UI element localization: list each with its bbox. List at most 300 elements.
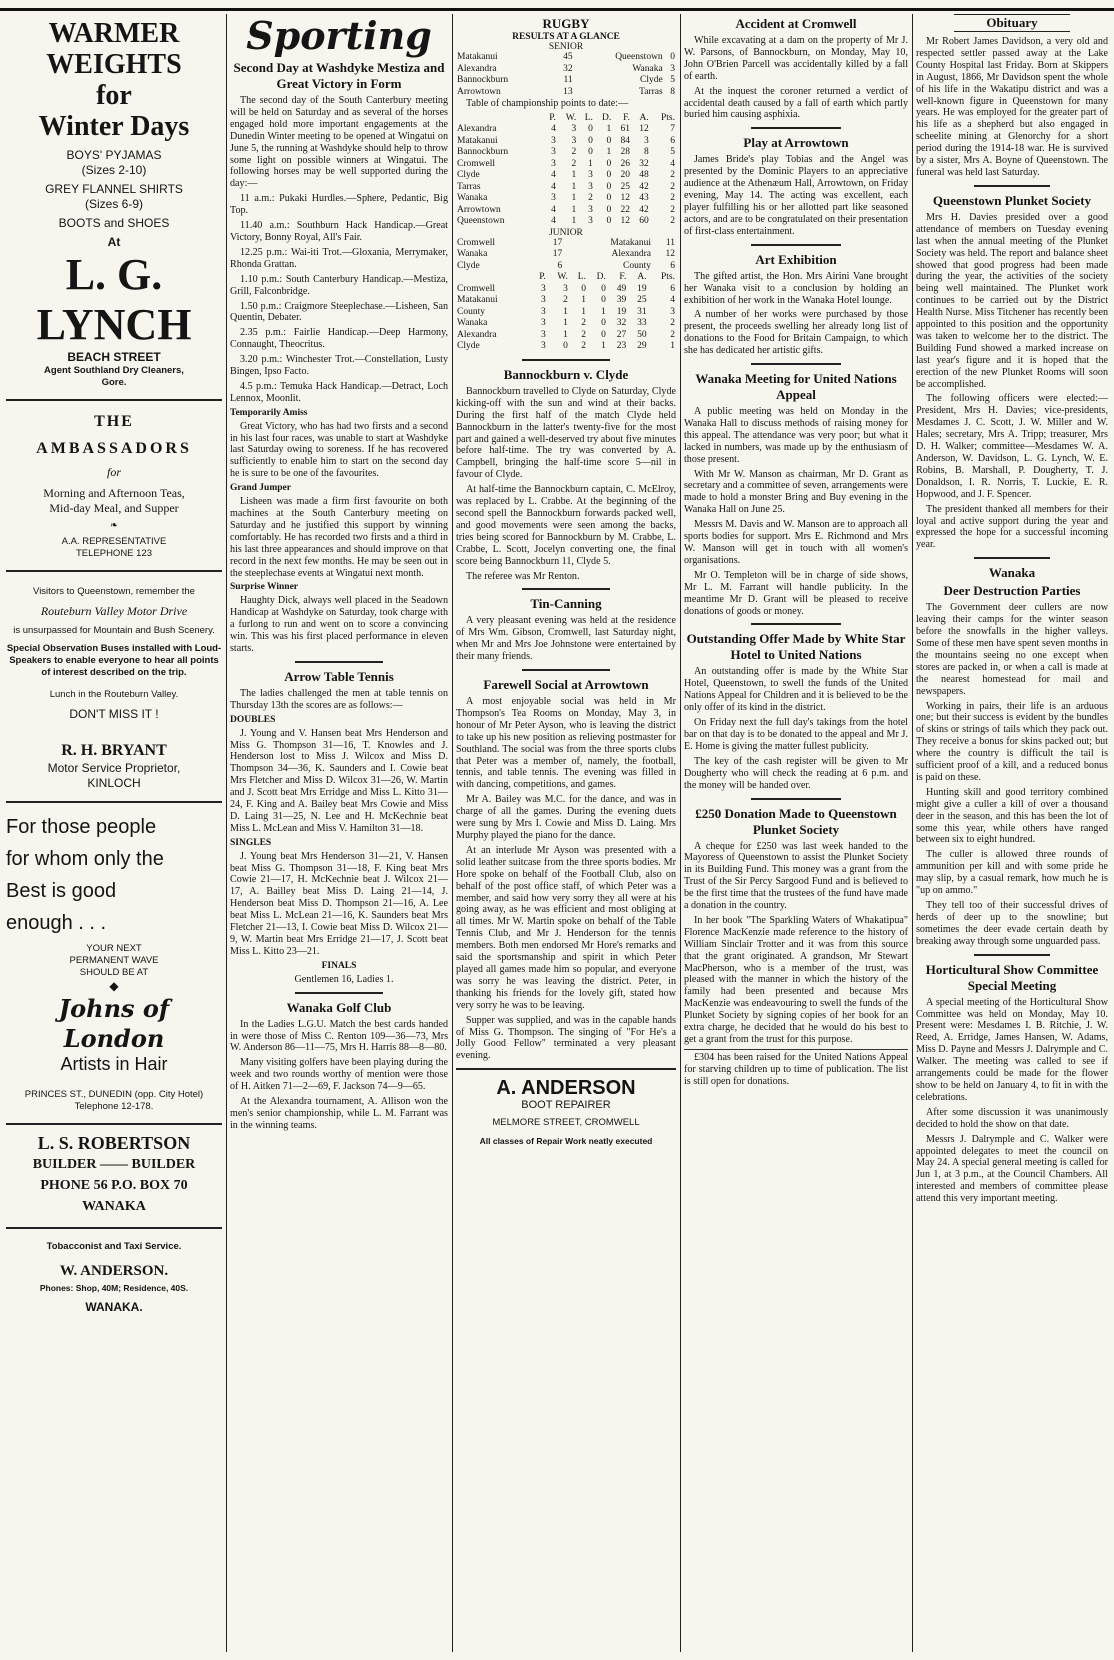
table-row bbox=[456, 261, 676, 273]
table-cell: 3 bbox=[571, 135, 577, 146]
ad-line: enough . . . bbox=[6, 912, 107, 934]
table-cell: Tarras bbox=[457, 181, 481, 192]
table-row bbox=[456, 341, 676, 353]
table-cell: 12 bbox=[639, 124, 649, 135]
ad-line: GREY FLANNEL SHIRTS bbox=[45, 182, 183, 196]
table-cell: 2 bbox=[571, 158, 577, 169]
paragraph: Working in pairs, their life is an arduous one; but their success is evident by the bundles of skins or strings of tails which they pack out. They receive a bonus for skins packed out; but where the country is difficult the tail is sufficient proof of a kill, and a reduced bonus is paid on these. bbox=[916, 700, 1108, 783]
table-row bbox=[456, 147, 676, 159]
headline: Second Day at Washdyke Mestiza and Great Victory in Form bbox=[233, 60, 445, 91]
table-cell: 1 bbox=[606, 124, 612, 135]
table-cell: County bbox=[623, 260, 652, 271]
headline: Tin-Canning bbox=[530, 596, 602, 612]
table-cell: 50 bbox=[637, 329, 647, 340]
table-row bbox=[456, 159, 676, 171]
paragraph: 12.25 p.m.: Wai-iti Trot.—Gloxania, Merrymaker, Rhonda Grattan. bbox=[230, 246, 448, 270]
table-cell: 0 bbox=[563, 341, 568, 352]
paragraph: With Mr W. Manson as chairman, Mr D. Grant as secretary and a committee of seven, arrangements were made to hold a monster Bring and Buy evening in the Wanaka Hall on June 25. bbox=[684, 468, 908, 516]
table-cell: 0 bbox=[588, 124, 593, 135]
ad-line: for bbox=[96, 80, 132, 111]
ad-line: Visitors to Queenstown, remember the bbox=[33, 586, 195, 597]
paragraph: 1.50 p.m.: Craigmore Steeplechase.—Lisheen, San Quentin, Debater. bbox=[230, 300, 448, 324]
ad-line: Morning and Afternoon Teas, bbox=[43, 486, 185, 500]
ad-line: A. ANDERSON bbox=[496, 1077, 636, 1100]
ad-line: Mid-day Meal, and Supper bbox=[49, 501, 179, 515]
paragraph: Mr O. Templeton will be in charge of side shows, Mr L. M. Farrant will handle publicity. In the meantime Mr D. Grant will be pleased to receive donations of goods or money. bbox=[684, 569, 908, 617]
table-cell: Bannockburn bbox=[457, 147, 509, 158]
table-cell: Wanaka bbox=[457, 249, 488, 260]
table-cell: 6 bbox=[670, 260, 675, 271]
table-cell: 43 bbox=[639, 193, 649, 204]
table-cell: Alexandra bbox=[457, 329, 497, 340]
table-cell: 39 bbox=[616, 295, 627, 306]
local-news-column bbox=[916, 14, 1108, 1654]
subheading: Surprise Winner bbox=[230, 582, 299, 593]
paragraph: A most enjoyable social was held in Mr Thompson's Tea Rooms on Monday, May 3, in honour of Mr Peter Ayson, who is leaving the district to take up his new position as relieving postmaster for Southland. The social was from the three sports clubs that Peter was a member of, namely, the football, tennis, and table tennis. The evening was filled in with dancing, competitions, and games. bbox=[456, 696, 676, 791]
subheading: RESULTS AT A GLANCE bbox=[512, 32, 620, 42]
ad-line: (Sizes 2-10) bbox=[81, 163, 147, 177]
divider bbox=[522, 669, 610, 671]
table-row bbox=[456, 64, 676, 76]
paragraph: Gentlemen 16, Ladies 1. bbox=[294, 973, 394, 985]
paragraph: At the inquest the coroner returned a verdict of accidental death caused by a fall of earth which partly buried him causing asphixia. bbox=[684, 85, 908, 121]
ad-line: Agent Southland Dry Cleaners, bbox=[44, 365, 184, 376]
senior-points-table bbox=[456, 113, 676, 228]
table-cell: 45 bbox=[563, 52, 573, 62]
ad-line: WEIGHTS bbox=[46, 49, 182, 80]
headline: Art Exhibition bbox=[755, 251, 837, 267]
table-cell: 26 bbox=[620, 158, 631, 169]
paragraph: A number of her works were purchased by those present, the proceeds swelling her already long list of donations to the Food for Britain Campaign, to which she has dedicated her artistic gifts. bbox=[684, 309, 908, 357]
paragraph: On Friday next the full day's takings from the hotel bar on that day is to be donated to the appeal and Mr J. E. Home is giving the matter fullest publicity. bbox=[684, 717, 908, 752]
ornament-icon: ❧ bbox=[110, 520, 118, 531]
paragraph: The Government deer cullers are now leaving their camps for the winter season before the snowfalls in the higher valleys. Some of these men have spent seven months in the mountains seeing no one except when stores are packed in, or when a call is made at the nearest homestead for mail and newspapers. bbox=[916, 602, 1108, 697]
table-cell: 2 bbox=[670, 193, 675, 204]
table-cell: 8 bbox=[644, 147, 649, 158]
paragraph: At half-time the Bannockburn captain, C. McElroy, was replaced by L. Crabbe. At the beginning of the second spell the Bannockburn forwards packed well, and good movements were seen among the backs, tries being scored for Bannockburn by M. Crabbe, L. Crabbe, L. Scott, Jocelyn converting one, the final score being Bannockburn 11, Clyde 5. bbox=[456, 484, 676, 567]
table-cell: 1 bbox=[581, 295, 586, 306]
table-row bbox=[456, 216, 676, 228]
paragraph: 2.35 p.m.: Fairlie Handicap.—Deep Harmony, Connaught, Theocritus. bbox=[230, 327, 448, 351]
paragraph: A very pleasant evening was held at the residence of Mrs Wm. Gibson, Cromwell, last Saturday night, when Mr and Mrs Joe Johnstone were entertained by their many friends. bbox=[456, 615, 676, 663]
divider bbox=[522, 359, 610, 361]
table-row bbox=[456, 307, 676, 319]
table-cell: 1 bbox=[588, 158, 593, 169]
table-cell: 1 bbox=[571, 193, 577, 204]
table-row bbox=[456, 284, 676, 296]
table-cell: W. bbox=[565, 112, 577, 123]
table-cell: 12 bbox=[620, 193, 631, 204]
table-cell: 61 bbox=[620, 124, 631, 135]
table-cell: 1 bbox=[571, 170, 577, 181]
paragraph: 11.40 a.m.: Southburn Hack Handicap.—Great Victory, Bonny Royal, All's Fair. bbox=[230, 220, 448, 243]
table-cell: 27 bbox=[616, 329, 627, 340]
paragraph: Mr A. Bailey was M.C. for the dance, and was in charge of all the games. During the evening duets were sung by Mrs I. Cowie and Miss D. Laing. Mrs Murphy played the piano for the dance. bbox=[456, 794, 676, 841]
paragraph: The key of the cash register will be given to Mr Dougherty who will check the reading at 6 p.m. and the money will be handed over. bbox=[684, 755, 908, 791]
table-cell: 0 bbox=[606, 204, 612, 215]
column-rule bbox=[912, 14, 913, 1652]
table-cell: 2 bbox=[581, 329, 586, 340]
ad-line: for bbox=[106, 465, 121, 479]
headline: Queenstown Plunket Society bbox=[932, 192, 1092, 208]
table-cell bbox=[456, 113, 543, 125]
table-cell: Cromwell bbox=[457, 237, 495, 248]
table-row bbox=[456, 205, 676, 217]
ad-line: At bbox=[107, 235, 121, 249]
headline: Deer Destruction Parties bbox=[943, 583, 1081, 599]
headline: Outstanding Offer Made by White Star Hotel to United Nations bbox=[686, 631, 906, 663]
paragraph: At the Alexandra tournament, A. Allison won the men's senior championship, while L. M. Farrant was in the winning teams. bbox=[230, 1096, 448, 1131]
ad-line: YOUR NEXT bbox=[86, 943, 142, 954]
table-row bbox=[456, 87, 676, 99]
ad-line: R. H. BRYANT bbox=[61, 742, 167, 759]
subheading: Grand Jumper bbox=[230, 483, 291, 494]
table-cell: 8 bbox=[670, 86, 675, 97]
ad-line: W. ANDERSON. bbox=[59, 1263, 169, 1279]
paragraph: Haughty Dick, always well placed in the Seadown Handicap at Washdyke on Saturday, took charge with a furlong to run and went on to score a convincing win. This was his first placed performance in eleven starts. bbox=[230, 595, 448, 654]
table-row bbox=[456, 249, 676, 261]
subheading: FINALS bbox=[321, 960, 357, 971]
table-cell: 0 bbox=[588, 135, 593, 146]
headline: RUGBY bbox=[542, 16, 590, 31]
paragraph: £304 has been raised for the United Nations Appeal for starving children up to time of publication. The list is still open for donations. bbox=[684, 1049, 908, 1088]
table-cell: 3 bbox=[588, 216, 593, 227]
table-cell: L. bbox=[577, 272, 586, 283]
table-cell: 1 bbox=[571, 216, 577, 227]
table-cell: Arrowtown bbox=[457, 204, 501, 215]
table-cell: 25 bbox=[637, 295, 647, 306]
lynch-advert bbox=[6, 14, 222, 401]
anderson-taxi-advert bbox=[6, 1229, 222, 1315]
boot-repairer-advert bbox=[456, 1068, 676, 1147]
table-cell: F. bbox=[623, 112, 631, 123]
table-row bbox=[456, 113, 676, 125]
table-cell: 3 bbox=[571, 124, 577, 135]
table-cell: 2 bbox=[588, 193, 593, 204]
paragraph: 1.10 p.m.: South Canterbury Handicap.—Mestiza, Grill, Falconbridge. bbox=[230, 273, 448, 297]
paragraph: Supper was supplied, and was in the capable hands of Miss G. Thompson. The singing of "For He's a Jolly Good Fellow" terminated a very pleasant evening. bbox=[456, 1014, 676, 1062]
table-row bbox=[456, 136, 676, 148]
top-rule bbox=[0, 8, 1114, 11]
lynch-name: L. G. LYNCH bbox=[36, 250, 192, 349]
ad-line: BOOTS and SHOES bbox=[58, 216, 170, 230]
table-row bbox=[456, 170, 676, 182]
table-cell: 1 bbox=[581, 306, 586, 317]
table-row bbox=[456, 52, 676, 64]
table-cell: 84 bbox=[620, 135, 631, 146]
paragraph: J. Young beat Mrs Henderson 31—21, V. Hansen beat Miss G. Thompson 31—18, F. King beat Mrs Cowie 21—17, H. McKechnie beat J. Wilcox 21—17, A. Bailley beat Miss D. Laing 21—14, J. Henderson beat Miss D. Thompson 21—16, A. Lee beat Miss L. McLean 21—16, K. Saunders beat Mrs Fletcher 21—13, I. Cowie beat Miss D. Wilcox 21—9, W. Martin beat Mrs Erridge 21—17, J. Scott beat Miss L. Kitto 23—21. bbox=[230, 850, 448, 957]
divider bbox=[751, 363, 841, 365]
table-cell: 0 bbox=[601, 329, 606, 340]
table-cell: 28 bbox=[620, 147, 631, 158]
table-cell: 2 bbox=[670, 170, 675, 181]
headline: Farewell Social at Arrowtown bbox=[483, 677, 649, 693]
table-cell: 3 bbox=[588, 181, 593, 192]
table-cell: 3 bbox=[670, 63, 675, 74]
table-cell: 0 bbox=[588, 147, 593, 158]
ad-line: WARMER bbox=[48, 18, 180, 49]
ad-line: Telephone 12-178. bbox=[74, 1101, 154, 1112]
table-cell: Matakanui bbox=[457, 295, 498, 306]
subheading: Temporarily Amiss bbox=[230, 407, 308, 418]
table-cell: 4 bbox=[551, 216, 556, 227]
paragraph: After some discussion it was unanimously decided to hold the show on that date. bbox=[916, 1106, 1108, 1130]
ad-line: Routeburn Valley Motor Drive bbox=[40, 604, 188, 618]
routeburn-advert bbox=[6, 572, 222, 803]
table-row bbox=[456, 318, 676, 330]
paragraph: Mr Robert James Davidson, a very old and respected settler passed away at the Lake County Hospital last Friday. Born at Skippers in August, 1866, Mr Davidson spent the whole of his life in the Wakatipu district and was a well-known figure in Queenstown for many years. He was employed for the greater part of his life as a shepherd but also engaged in scheelite mining at Glenorchy for a short period during the 1914-18 war. He is survived by a sister, Mrs A. Boyne of Queenstown. The funeral was held last Saturday. bbox=[916, 36, 1108, 178]
paragraph: The ladies challenged the men at table tennis on Thursday 13th the scores are as follows:— bbox=[230, 687, 448, 711]
table-cell: Arrowtown bbox=[457, 86, 501, 97]
table-row bbox=[456, 193, 676, 205]
paragraph: A public meeting was held on Monday in the Wanaka Hall to discuss methods of raising money for this appeal. The attendance was very poor; but what it lacked in numbers, was made up by the enthusiasm of those present. bbox=[684, 406, 908, 465]
table-cell: Alexandra bbox=[457, 124, 497, 135]
table-cell: P. bbox=[539, 272, 546, 283]
table-cell: Wanaka bbox=[632, 63, 663, 74]
ad-line: BEACH STREET bbox=[67, 350, 161, 364]
table-cell: 19 bbox=[616, 306, 627, 317]
table-cell: Matakanui bbox=[610, 237, 652, 248]
table-cell: 5 bbox=[670, 75, 675, 85]
paragraph: An outstanding offer is made by the White Star Hotel, Queenstown, to swell the funds of the United Nations Appeal for Children and it is believed to be the only offer of its kind in the district. bbox=[684, 666, 908, 714]
rugby-column bbox=[456, 14, 676, 1654]
table-cell: F. bbox=[619, 272, 627, 283]
table-cell: 13 bbox=[563, 86, 573, 97]
ad-line: WANAKA bbox=[82, 1199, 146, 1214]
paragraph: They tell too of their successful drives of herds of deer up to the snowline; but sometimes the deer evade certain death by breaking away through some unguarded pass. bbox=[916, 900, 1108, 947]
table-cell: 42 bbox=[639, 204, 649, 215]
sporting-masthead: Sporting bbox=[246, 14, 432, 58]
paragraph: While excavating at a dam on the property of Mr J. W. Parsons, of Bannockburn, on Monday, May 10, John O'Brien Parcell was accidentally killed by a fall of earth. bbox=[684, 35, 908, 82]
subheading: DOUBLES bbox=[230, 714, 276, 725]
ad-line: is unsurpassed for Mountain and Bush Scenery. bbox=[13, 625, 215, 636]
paragraph: 3.20 p.m.: Winchester Trot.—Constellation, Lusty Bingen, Ipso Facto. bbox=[230, 354, 448, 378]
paragraph: Hunting skill and good territory combined might give a culler a kill of over a thousand deer in the season, and this has been the lot of some this year, while others have ranged between six to eight hundred. bbox=[916, 786, 1108, 846]
paragraph: A special meeting of the Horticultural Show Committee was held on Monday, May 10. Present were: Mesdames I. B. Ritchie, J. W. Reed, A. Erridge, James Hansen, W. Adams, Miss D. Payne and Messrs J. Dalrymple and C. Walker. The meeting was called to see if arrangements could be made for the flower show to be held on January 4, to fit in with the celebrations. bbox=[916, 996, 1108, 1103]
paragraph: A cheque for £250 was last week handed to the Mayoress of Queenstown to assist the Plunket Society in its Building Fund. This money was a grant from the Trust of the Sir Percy Sargood Fund and is believed to be the first time that the trustees of the fund have made a donation in the country. bbox=[684, 840, 908, 912]
headline: Horticultural Show Committee Special Meeting bbox=[925, 961, 1099, 993]
ad-line: BOYS' PYJAMAS bbox=[66, 148, 162, 162]
ambassadors-advert bbox=[6, 401, 222, 572]
table-cell: 3 bbox=[551, 147, 556, 158]
robertson-advert bbox=[6, 1125, 222, 1229]
table-cell: 12 bbox=[665, 249, 675, 260]
paragraph: Messrs M. Davis and W. Manson are to approach all sports bodies for support. Mrs E. Richmond and Mrs W. Manson will get in touch with all women's organisations. bbox=[684, 519, 908, 566]
table-cell: 3 bbox=[588, 204, 593, 215]
divider bbox=[974, 185, 1051, 187]
table-cell: 4 bbox=[551, 181, 556, 192]
paragraph: At an interlude Mr Ayson was presented with a solid leather suitcase from the three sports bodies. Mr Hore spoke on behalf of the Football Club, also on behalf of the post office staff, of which Peter was a member, and said how very sorry they all were at his going away, as he was efficient and most obliging at all times. Mr W. Martin spoke on behalf of the Table Tennis Club, and Mr J. Henderson for the tennis members. Both men endorsed Mr Hore's remarks and said the sportsmanship and spirit in which Peter played all games made him so popular, and everyone was sorry he was leaving the district. Peter, in thanking his friends for the lovely gift, stated how very sorry he was to be leaving. bbox=[456, 844, 676, 1011]
table-cell: 6 bbox=[557, 260, 563, 271]
table-cell: 1 bbox=[563, 318, 568, 329]
table-cell: D. bbox=[602, 112, 612, 123]
table-cell: 11 bbox=[563, 75, 573, 85]
ad-line: For those people bbox=[6, 816, 157, 838]
ad-line: PRINCES ST., DUNEDIN (opp. City Hotel) bbox=[24, 1089, 204, 1100]
table-row bbox=[456, 238, 676, 250]
table-cell: 3 bbox=[541, 283, 546, 294]
paragraph: In the Ladies L.G.U. Match the best cards handed in were those of Miss C. Renton 109—36—73, Mrs W. Anderson 86—11—75, Mrs H. Harris 88—8—80. bbox=[230, 1018, 448, 1054]
subheading: SINGLES bbox=[230, 837, 272, 848]
table-cell: 0 bbox=[606, 158, 612, 169]
table-cell: 0 bbox=[601, 295, 606, 306]
table-cell: 1 bbox=[571, 181, 577, 192]
table-cell: Queenstown bbox=[615, 52, 663, 62]
table-cell: 2 bbox=[670, 318, 675, 329]
table-cell: Wanaka bbox=[457, 193, 488, 204]
headline: Wanaka bbox=[988, 565, 1036, 581]
table-cell: 2 bbox=[581, 318, 586, 329]
table-cell: 0 bbox=[606, 135, 612, 146]
table-cell: 4 bbox=[551, 204, 556, 215]
paragraph: Many visiting golfers have been playing during the week and two rounds worthy of mention were those of H. Aitken 71—2—69, F. Jackson 74—9—65. bbox=[230, 1057, 448, 1093]
paragraph: 4.5 p.m.: Temuka Hack Handicap.—Detract, Loch Lennox, Moonlit. bbox=[230, 380, 448, 404]
table-cell: 3 bbox=[670, 306, 675, 317]
paragraph: The referee was Mr Renton. bbox=[466, 570, 580, 582]
table-cell: Tarras bbox=[639, 86, 663, 97]
table-cell: 32 bbox=[639, 158, 649, 169]
table-cell: 4 bbox=[551, 124, 556, 135]
ad-line: BOOT REPAIRER bbox=[521, 1099, 611, 1112]
table-row bbox=[456, 182, 676, 194]
table-cell: W. bbox=[557, 272, 568, 283]
table-cell: D. bbox=[596, 272, 606, 283]
table-cell: 2 bbox=[670, 204, 675, 215]
ad-line: L. S. ROBERTSON bbox=[37, 1133, 191, 1153]
ad-line: Special Observation Buses installed with Loud-Speakers to enable everyone to hear all points of interest described on the trip. bbox=[6, 643, 222, 678]
table-cell: Pts. bbox=[661, 272, 675, 283]
table-cell: 2 bbox=[670, 181, 675, 192]
table-cell: County bbox=[457, 306, 485, 317]
paragraph: The second day of the South Canterbury meeting will be held on Saturday and as several of the horses engaged hold more important engagements at the Dunedin Winter meeting to be opened at Wingatui on June 5, the running at Washdyke should help to throw some light on possible winners at Wingatui. The following horses may be well supported during the day:— bbox=[230, 95, 448, 190]
table-row bbox=[456, 124, 676, 136]
table-cell: 2 bbox=[581, 341, 586, 352]
table-cell: 0 bbox=[606, 193, 612, 204]
table-cell: 3 bbox=[551, 193, 556, 204]
paragraph: 11 a.m.: Pukaki Hurdles.—Sphere, Pedantic, Big Top. bbox=[230, 193, 448, 217]
ad-line: KINLOCH bbox=[87, 776, 141, 790]
headline: Wanaka Meeting for United Nations Appeal bbox=[695, 371, 897, 403]
ad-line: Artists in Hair bbox=[60, 1054, 168, 1074]
ad-line: Gore. bbox=[101, 377, 127, 388]
table-cell: 33 bbox=[637, 318, 647, 329]
divider bbox=[295, 661, 382, 663]
table-cell: 2 bbox=[563, 295, 568, 306]
table-cell: 3 bbox=[541, 329, 546, 340]
table-cell: 17 bbox=[552, 249, 563, 260]
divider bbox=[295, 992, 382, 994]
table-cell: 3 bbox=[563, 283, 568, 294]
paragraph: In her book "The Sparkling Waters of Whakatipua" Florence MacKenzie made reference to the history of William Sinclair Trotter and it was from this source that the grant originated. A grandson, Mr Stewart MacPherson, who is a member of the trust, was pleased with the manner in which the history of the family had been presented and because Mrs MacKenzie was endeavouring to swell the funds of the Plunket Society by signing copies of her book for an extra charge, he decided that he would do his best to get a grant from the trust for this purpose. bbox=[684, 914, 908, 1045]
table-cell: Clyde bbox=[639, 75, 663, 85]
paragraph: The president thanked all members for their loyal and active support during the year and expressed the hope for a successful incoming year. bbox=[916, 503, 1108, 551]
paragraph: Bannockburn travelled to Clyde on Saturday, Clyde kicking-off with the sun and wind at their backs. During the first half of the match Clyde held Bannockburn in the latter's twenty-five for the most part and gained a well-deserved try about five minutes before half-time. The try was converted by A. Campbell, bringing the half-time score 5—nil in favour of Clyde. bbox=[456, 385, 676, 481]
table-cell: 1 bbox=[606, 147, 612, 158]
headline: Accident at Cromwell bbox=[735, 16, 857, 31]
divider bbox=[751, 623, 841, 625]
junior-points-table bbox=[456, 272, 676, 353]
table-cell: Wanaka bbox=[457, 318, 488, 329]
table-cell: 3 bbox=[644, 135, 649, 146]
table-cell: 3 bbox=[541, 318, 546, 329]
diamond-icon: ◆ bbox=[109, 979, 119, 993]
headline: Arrow Table Tennis bbox=[284, 668, 394, 684]
table-cell: 6 bbox=[670, 283, 675, 294]
table-cell: Matakanui bbox=[457, 135, 498, 146]
headline: Wanaka Golf Club bbox=[286, 999, 392, 1015]
table-cell: 2 bbox=[571, 147, 577, 158]
table-cell: 3 bbox=[551, 135, 556, 146]
subheading: JUNIOR bbox=[549, 227, 583, 238]
table-cell: 0 bbox=[601, 318, 606, 329]
table-cell: 11 bbox=[665, 237, 675, 248]
table-row bbox=[456, 295, 676, 307]
ad-line: AMBASSADORS bbox=[36, 440, 192, 457]
table-cell: 0 bbox=[606, 170, 612, 181]
table-cell: Bannockburn bbox=[457, 75, 509, 85]
table-cell: 4 bbox=[670, 295, 675, 306]
table-cell: 0 bbox=[670, 52, 675, 62]
ad-line: THE bbox=[94, 413, 134, 430]
table-cell: 3 bbox=[551, 158, 556, 169]
table-cell: 23 bbox=[616, 341, 627, 352]
table-row bbox=[456, 272, 676, 284]
paragraph: Messrs J. Dalrymple and C. Walker were appointed delegates to meet the council on May 24. A special general meeting is called for Jun 1, at 3 p.m., at the Council Chambers. All interested and members of committee please attend this very important meeting. bbox=[916, 1133, 1108, 1205]
paragraph: Lisheen was made a firm first favourite on both machines at the South Canterbury meeting on Saturday and he justified this support by winning comfortably. He has recorded two firsts and a third in his last three appearances and should improve on that record in the next few months. He may be seen out in the steeplechase events at Wingatui next month. bbox=[230, 496, 448, 579]
paragraph: J. Young and V. Hansen beat Mrs Henderson and Miss G. Thompson 31—16, T. Knowles and J. Henderson lost to Miss J. Wilcox and Miss D. Thompson 34—36, K. Saunders and I. Cowie beat Mrs Fletcher and Miss D. Wilcox 31—26, W. Martin and J. Scott beat Mrs Erridge and Miss L. Kitto 31—24, F. King and A. Bailey beat Mrs Cowie and Miss D. Laing 31—25, N. Lee and H. McKechnie beat Miss L. McLean and Miss V. Hamilton 31—18. bbox=[230, 727, 448, 834]
table-cell: L. bbox=[584, 112, 593, 123]
table-cell: 1 bbox=[571, 204, 577, 215]
senior-results-table bbox=[456, 52, 676, 98]
ad-line: Best is good bbox=[6, 880, 117, 902]
table-cell: 0 bbox=[606, 216, 612, 227]
table-cell: P. bbox=[549, 112, 556, 123]
ad-line: WANAKA. bbox=[85, 1300, 143, 1314]
table-cell: 25 bbox=[620, 181, 631, 192]
divider bbox=[522, 588, 610, 590]
advert-column bbox=[6, 14, 222, 1654]
ad-line: Motor Service Proprietor, bbox=[47, 761, 181, 775]
column-rule bbox=[452, 14, 453, 1652]
headline: £250 Donation Made to Queenstown Plunket Society bbox=[695, 805, 897, 837]
table-cell: 0 bbox=[581, 283, 586, 294]
salon-name: Johns of London bbox=[58, 994, 170, 1053]
table-cell: Clyde bbox=[457, 341, 480, 352]
table-cell: Cromwell bbox=[457, 283, 495, 294]
table-cell: 4 bbox=[670, 158, 675, 169]
divider bbox=[751, 798, 841, 800]
table-cell: 3 bbox=[541, 341, 546, 352]
table-cell: 12 bbox=[620, 216, 631, 227]
headline: Play at Arrowtown bbox=[743, 135, 849, 151]
column-rule bbox=[226, 14, 227, 1652]
divider bbox=[974, 557, 1051, 559]
divider bbox=[974, 954, 1051, 956]
table-cell: 1 bbox=[601, 341, 606, 352]
table-cell: 1 bbox=[563, 329, 568, 340]
ad-line: Phones: Shop, 40M; Residence, 40S. bbox=[39, 1283, 189, 1293]
junior-results-table bbox=[456, 238, 676, 273]
table-cell: 20 bbox=[620, 170, 631, 181]
ad-line: A.A. REPRESENTATIVE bbox=[61, 536, 167, 547]
paragraph: The gifted artist, the Hon. Mrs Airini Vane brought her Wanaka visit to a conclusion by holding an exhibition of her work in the Wanaka Hotel lounge. bbox=[684, 270, 908, 306]
table-cell: 2 bbox=[670, 216, 675, 227]
table-cell: 3 bbox=[588, 170, 593, 181]
table-cell: 31 bbox=[637, 306, 647, 317]
ad-line: TELEPHONE 123 bbox=[75, 548, 153, 559]
ad-line: BUILDER —— BUILDER bbox=[32, 1157, 196, 1172]
johns-of-london-advert bbox=[6, 803, 222, 1125]
